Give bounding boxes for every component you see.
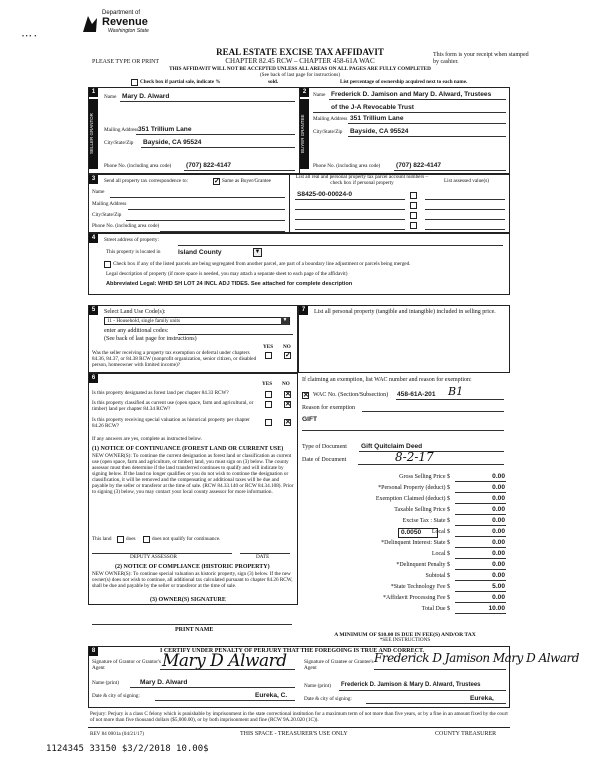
grantor-signature[interactable]: Mary D Alward	[162, 651, 287, 671]
county-value[interactable]: Island County	[178, 249, 222, 256]
section-1-marker: 1	[89, 88, 98, 97]
ownership-note: List percentage of ownership acquired next to each name.	[340, 79, 468, 85]
parcel-4-checkbox[interactable]	[410, 222, 417, 229]
reason-value[interactable]: GIFT	[302, 416, 318, 423]
land-use-dropdown-icon: ▼	[282, 318, 288, 323]
segregated-checkbox[interactable]	[104, 261, 111, 268]
grantee-name[interactable]: Frederick D. Jamison & Mary D. Alward, Trustees	[341, 682, 481, 688]
current-use-no-checkbox[interactable]	[284, 401, 291, 408]
calc-value[interactable]: 0.00	[492, 528, 505, 535]
seller-city-label: City/State/Zip	[104, 140, 134, 146]
notice-continuance-text: NEW OWNER(S): To continue the current designation as forest land or classification as current use (open space, farm and agriculture, or timber) land, you must sign on (3) below. The county assessor must then determine if the land transferred continues to qualify and will indicate by signing below. If the land no longer qualifies or you do not wish to continue the designation or classification, it will be removed and the compensating or additional taxes will be due and payable by the seller or transferor at the time of sale. (RCW 84.33.140 or RCW 84.34.108). Prior to signing (3) below, you may contact your local county assessor for more information.	[92, 453, 294, 495]
buyer-city[interactable]: Bayside, CA 95524	[350, 128, 409, 135]
calc-label: Exemption Claimed (deduct) $	[375, 496, 450, 502]
corr-name-label: Name	[92, 189, 105, 195]
grantor-name-label: Name (print)	[92, 680, 119, 686]
land-use-select[interactable]	[104, 317, 290, 325]
current-use-yes-checkbox[interactable]	[265, 401, 272, 408]
wac-handwritten: B1	[448, 385, 464, 398]
street-address-label: Street address of property:	[104, 237, 159, 243]
section-8-marker: 8	[89, 647, 98, 656]
parcel-1-checkbox[interactable]	[410, 192, 417, 199]
if-yes-note: If any answers are yes, complete as instructed below.	[92, 436, 203, 442]
receipt-note: This form is your receipt when stamped by cashier.	[433, 52, 529, 66]
legal-description-label: Legal description of property (if more space is needed, you may attach a separate sheet to each page of the affidavit)	[106, 271, 348, 277]
calc-value[interactable]: 10.00	[488, 605, 505, 612]
land-use-label: Select Land Use Code(s):	[104, 309, 166, 315]
calc-value[interactable]: 0.00	[492, 473, 505, 480]
same-as-buyer-checkbox[interactable]	[213, 178, 220, 185]
notice-continuance-title: (1) NOTICE OF CONTINUANCE (FOREST LAND OR CURRENT USE)	[92, 446, 284, 452]
calc-value[interactable]: 0.00	[492, 484, 505, 491]
partial-sale-checkbox[interactable]	[131, 79, 138, 86]
land-does-not-checkbox[interactable]	[143, 536, 150, 543]
wac-label: WAC No. (Section/Subsection)	[313, 392, 389, 398]
county-dropdown-icon[interactable]: ▼	[254, 249, 261, 255]
calc-label: *Affidavit Processing Fee $	[382, 595, 450, 601]
calc-label: *Delinquent Interest: State $	[381, 540, 450, 546]
s5-no-header: NO	[283, 344, 291, 350]
exemption-question: Was the seller receiving a property tax exemption or deferral under chapters 84.36, 84.37, or 84.38 RCW (nonprofit organization, senior citizen, or disabled person, homeowner with limited income)?	[92, 350, 257, 368]
legal-description[interactable]: Abbreviated Legal: WHID SH LOT 24 INCL ADJ TIDES. See attached for complete description	[106, 281, 353, 287]
treasurer-stamp: 1124345 33150 $3/2/2018 10.00$	[46, 744, 209, 754]
buyer-city-label: City/State/Zip	[313, 129, 343, 135]
document-type[interactable]: Gift Quitclaim Deed	[361, 443, 423, 450]
revenue-logo	[78, 8, 158, 46]
calc-label: *Personal Property (deduct) $	[378, 485, 450, 491]
please-print: PLEASE TYPE OR PRINT	[92, 59, 160, 65]
seller-address[interactable]: 351 Trillium Lane	[138, 126, 192, 133]
corr-city-label: City/State/Zip	[92, 212, 122, 218]
agency-name: Revenue	[102, 16, 148, 28]
calc-label: Local $	[431, 551, 450, 557]
parcel-2-checkbox[interactable]	[410, 202, 417, 209]
seller-name[interactable]: Mary D. Alward	[122, 93, 170, 100]
assessed-header: List assessed value(s)	[444, 178, 489, 184]
current-use-question: Is this property classified as current use (open space, farm and agricultural, or timber) land per chapter 84.34 RCW?	[92, 400, 254, 412]
section-6-marker: 6	[89, 374, 98, 383]
calc-label: Gross Selling Price $	[399, 474, 450, 480]
seller-phone[interactable]: (707) 822-4147	[186, 162, 232, 169]
calc-label: *State Technology Fee $	[390, 584, 450, 590]
wac-number[interactable]: 458-61A-201	[397, 391, 436, 398]
grantor-name[interactable]: Mary D. Alward	[140, 679, 188, 686]
forest-question: Is this property designated as forest land per chapter 84.33 RCW?	[92, 390, 229, 396]
see-back-note: (See back of last page for instructions)	[259, 72, 341, 78]
calc-value[interactable]: 0.00	[492, 495, 505, 502]
buyer-name-label: Name	[313, 92, 326, 98]
calc-label: Excise Tax : State $	[402, 518, 450, 524]
buyer-address-label: Mailing Address	[313, 116, 348, 122]
personal-property-label: List all personal property (tangible and intangible) included in selling price.	[314, 309, 496, 315]
scan-marks: • • • •	[22, 34, 37, 40]
corr-address-label: Mailing Address	[92, 201, 127, 207]
seller-city[interactable]: Bayside, CA 95524	[143, 139, 202, 146]
seller-phone-label: Phone No. (including area code)	[104, 163, 172, 169]
deputy-assessor-label: DEPUTY ASSESSOR	[130, 554, 177, 560]
county-treasurer-label: COUNTY TREASURER	[435, 731, 497, 737]
owner-signature-label: (3) OWNER(S) SIGNATURE	[150, 597, 226, 603]
certify-statement: I CERTIFY UNDER PENALTY OF PERJURY THAT THE FOREGOING IS TRUE AND CORRECT.	[160, 648, 425, 654]
land-use-see-back: (See back of last page for instructions)	[104, 336, 197, 342]
grantor-signature-label: Signature of Grantor or Grantor's Agent	[92, 659, 161, 671]
same-as-buyer-label: Same as Buyer/Grantee	[222, 178, 271, 184]
form-chapter: CHAPTER 82.45 RCW – CHAPTER 458-61A WAC	[225, 57, 375, 65]
buyer-side-label: BUYER GRANTEE	[300, 99, 309, 169]
s6-yes-header: YES	[262, 381, 273, 387]
grantee-signature-label: Signature of Grantee or Grantee's Agent	[304, 659, 374, 671]
buyer-phone-label: Phone No. (including area code)	[313, 163, 381, 169]
grantee-signature[interactable]: Frederick D Jamison Mary D Alward	[374, 651, 579, 665]
reason-label: Reason for exemption	[302, 405, 355, 411]
state-tax-rate[interactable]: 0.0050	[398, 528, 438, 538]
section-4-marker: 4	[89, 234, 98, 243]
document-date[interactable]: 8-2-17	[395, 450, 434, 464]
seller-side-label: SELLER GRANTOR	[89, 99, 98, 169]
calc-label: Local $	[431, 529, 450, 535]
send-to-label: Send all property tax correspondence to:	[104, 178, 188, 184]
calc-label: Taxable Selling Price $	[394, 507, 450, 513]
seller-address-label: Mailing Address	[104, 127, 139, 133]
warning-text: THIS AFFIDAVIT WILL NOT BE ACCEPTED UNLESS ALL AREAS ON ALL PAGES ARE FULLY COMPLETED	[169, 66, 431, 72]
land-does-checkbox[interactable]	[117, 536, 124, 543]
perjury-notice: Perjury: Perjury is a class C felony which is punishable by imprisonment in the state correctional institution for a maximum term of not more than five years, or by a fine in an amount fixed by the court of not more than five thousand dollars ($5,000.00), or by both imprisonment and fine (RCW 9A.20.020 (1C)).	[90, 711, 508, 723]
form-title: REAL ESTATE EXCISE TAX AFFIDAVIT	[216, 47, 384, 57]
calc-value[interactable]: 0.00	[492, 539, 505, 546]
parcel-header: List all real and personal property tax parcel account numbers – check box if personal property	[295, 174, 429, 186]
notice-compliance-text: NEW OWNER(S): To continue special valuation as historic property, sign (3) below. If the new owner(s) does not wish to continue, all additional tax calculated pursuant to chapter 84.26 RCW, shall be due and payable by the seller or transferor at the time of sale.	[92, 571, 293, 589]
forest-yes-checkbox[interactable]	[265, 391, 272, 398]
seller-name-label: Name	[104, 94, 117, 100]
historic-question: Is this property receiving special valuation as historical property per chapter 84.26 RCW?	[92, 417, 250, 429]
buyer-name[interactable]: Frederick D. Jamison and Mary D. Alward, Trustees	[331, 91, 492, 98]
calc-value[interactable]: 0.00	[492, 594, 505, 601]
land-use-code: 11 - Household, single family units	[107, 318, 181, 324]
agency-dept: Department of	[102, 10, 141, 16]
section-2-marker: 2	[300, 88, 309, 97]
section-5-marker: 5	[89, 306, 98, 315]
buyer-address[interactable]: 351 Trillium Lane	[350, 115, 404, 122]
additional-codes-label: enter any additional codes:	[104, 328, 169, 334]
s5-yes-header: YES	[263, 344, 274, 350]
exemption-checkbox[interactable]	[302, 392, 309, 399]
see-instructions-note: *SEE INSTRUCTIONS	[379, 637, 431, 643]
buyer-phone[interactable]: (707) 822-4147	[396, 162, 442, 169]
section-7-marker: 7	[299, 306, 308, 315]
historic-no-checkbox[interactable]	[284, 419, 291, 426]
does-not-label: does not qualify for continuance.	[152, 536, 221, 542]
grantor-date-label: Date & city of signing:	[92, 693, 140, 699]
sold-label: sold.	[268, 79, 279, 85]
section-3-marker: 3	[89, 175, 98, 184]
calc-value[interactable]: 0.00	[492, 550, 505, 557]
calc-value[interactable]: 0.00	[492, 572, 505, 579]
grantee-date-label: Date & city of signing:	[304, 696, 352, 702]
washington-seal-icon	[80, 12, 100, 34]
corr-phone-label: Phone No. (including area code)	[92, 223, 160, 229]
partial-sale-label: Check box if partial sale, indicate %	[140, 79, 221, 85]
calc-value[interactable]: 5.00	[492, 583, 505, 590]
s6-no-header: NO	[282, 381, 290, 387]
buyer-name-line2[interactable]: of the J-A Revocable Trust	[331, 104, 414, 111]
calc-value[interactable]: 0.00	[492, 517, 505, 524]
treasurer-use-label: THIS SPACE - TREASURER'S USE ONLY	[240, 731, 348, 737]
grantee-city[interactable]: Eureka,	[470, 695, 494, 702]
calc-label: Subtotal $	[425, 573, 450, 579]
exemption-claim-label: If claiming an exemption, list WAC number and reason for exemption:	[302, 377, 472, 383]
parcel-number[interactable]: S8425-00-00024-0	[297, 191, 352, 198]
calc-label: Total Due $	[421, 606, 450, 612]
county-label: This property is located in	[106, 249, 161, 255]
exemption-no-checkbox[interactable]	[284, 352, 291, 359]
calc-value[interactable]: 0.00	[492, 506, 505, 513]
calc-label: *Delinquent Penalty $	[396, 562, 450, 568]
assessor-date-label: DATE	[256, 554, 270, 560]
document-type-label: Type of Document	[302, 444, 347, 450]
agency-state: Washington State	[108, 28, 149, 34]
minimum-due-note: A MINIMUM OF $10.00 IS DUE IN FEE(S) AND/OR TAX	[334, 632, 476, 638]
does-label: does	[126, 536, 136, 542]
notice-compliance-title: (2) NOTICE OF COMPLIANCE (HISTORIC PROPERTY)	[115, 564, 270, 570]
document-date-label: Date of Document	[302, 457, 347, 463]
this-land-label: This land	[92, 536, 112, 542]
grantor-city[interactable]: Eureka, C.	[255, 692, 288, 699]
print-name-label: PRINT NAME	[175, 627, 214, 633]
exemption-yes-checkbox[interactable]	[265, 352, 272, 359]
calc-value[interactable]: 0.00	[492, 561, 505, 568]
form-revision: REV 84 0001a (04/21/17)	[90, 731, 144, 737]
segregated-label: Check box if any of the listed parcels are being segregated from another parcel, are part of a boundary line adjustment or parcels being merged.	[113, 261, 411, 267]
grantee-name-label: Name (print)	[304, 683, 331, 689]
forest-no-checkbox[interactable]	[284, 391, 291, 398]
historic-yes-checkbox[interactable]	[265, 419, 272, 426]
parcel-3-checkbox[interactable]	[410, 212, 417, 219]
